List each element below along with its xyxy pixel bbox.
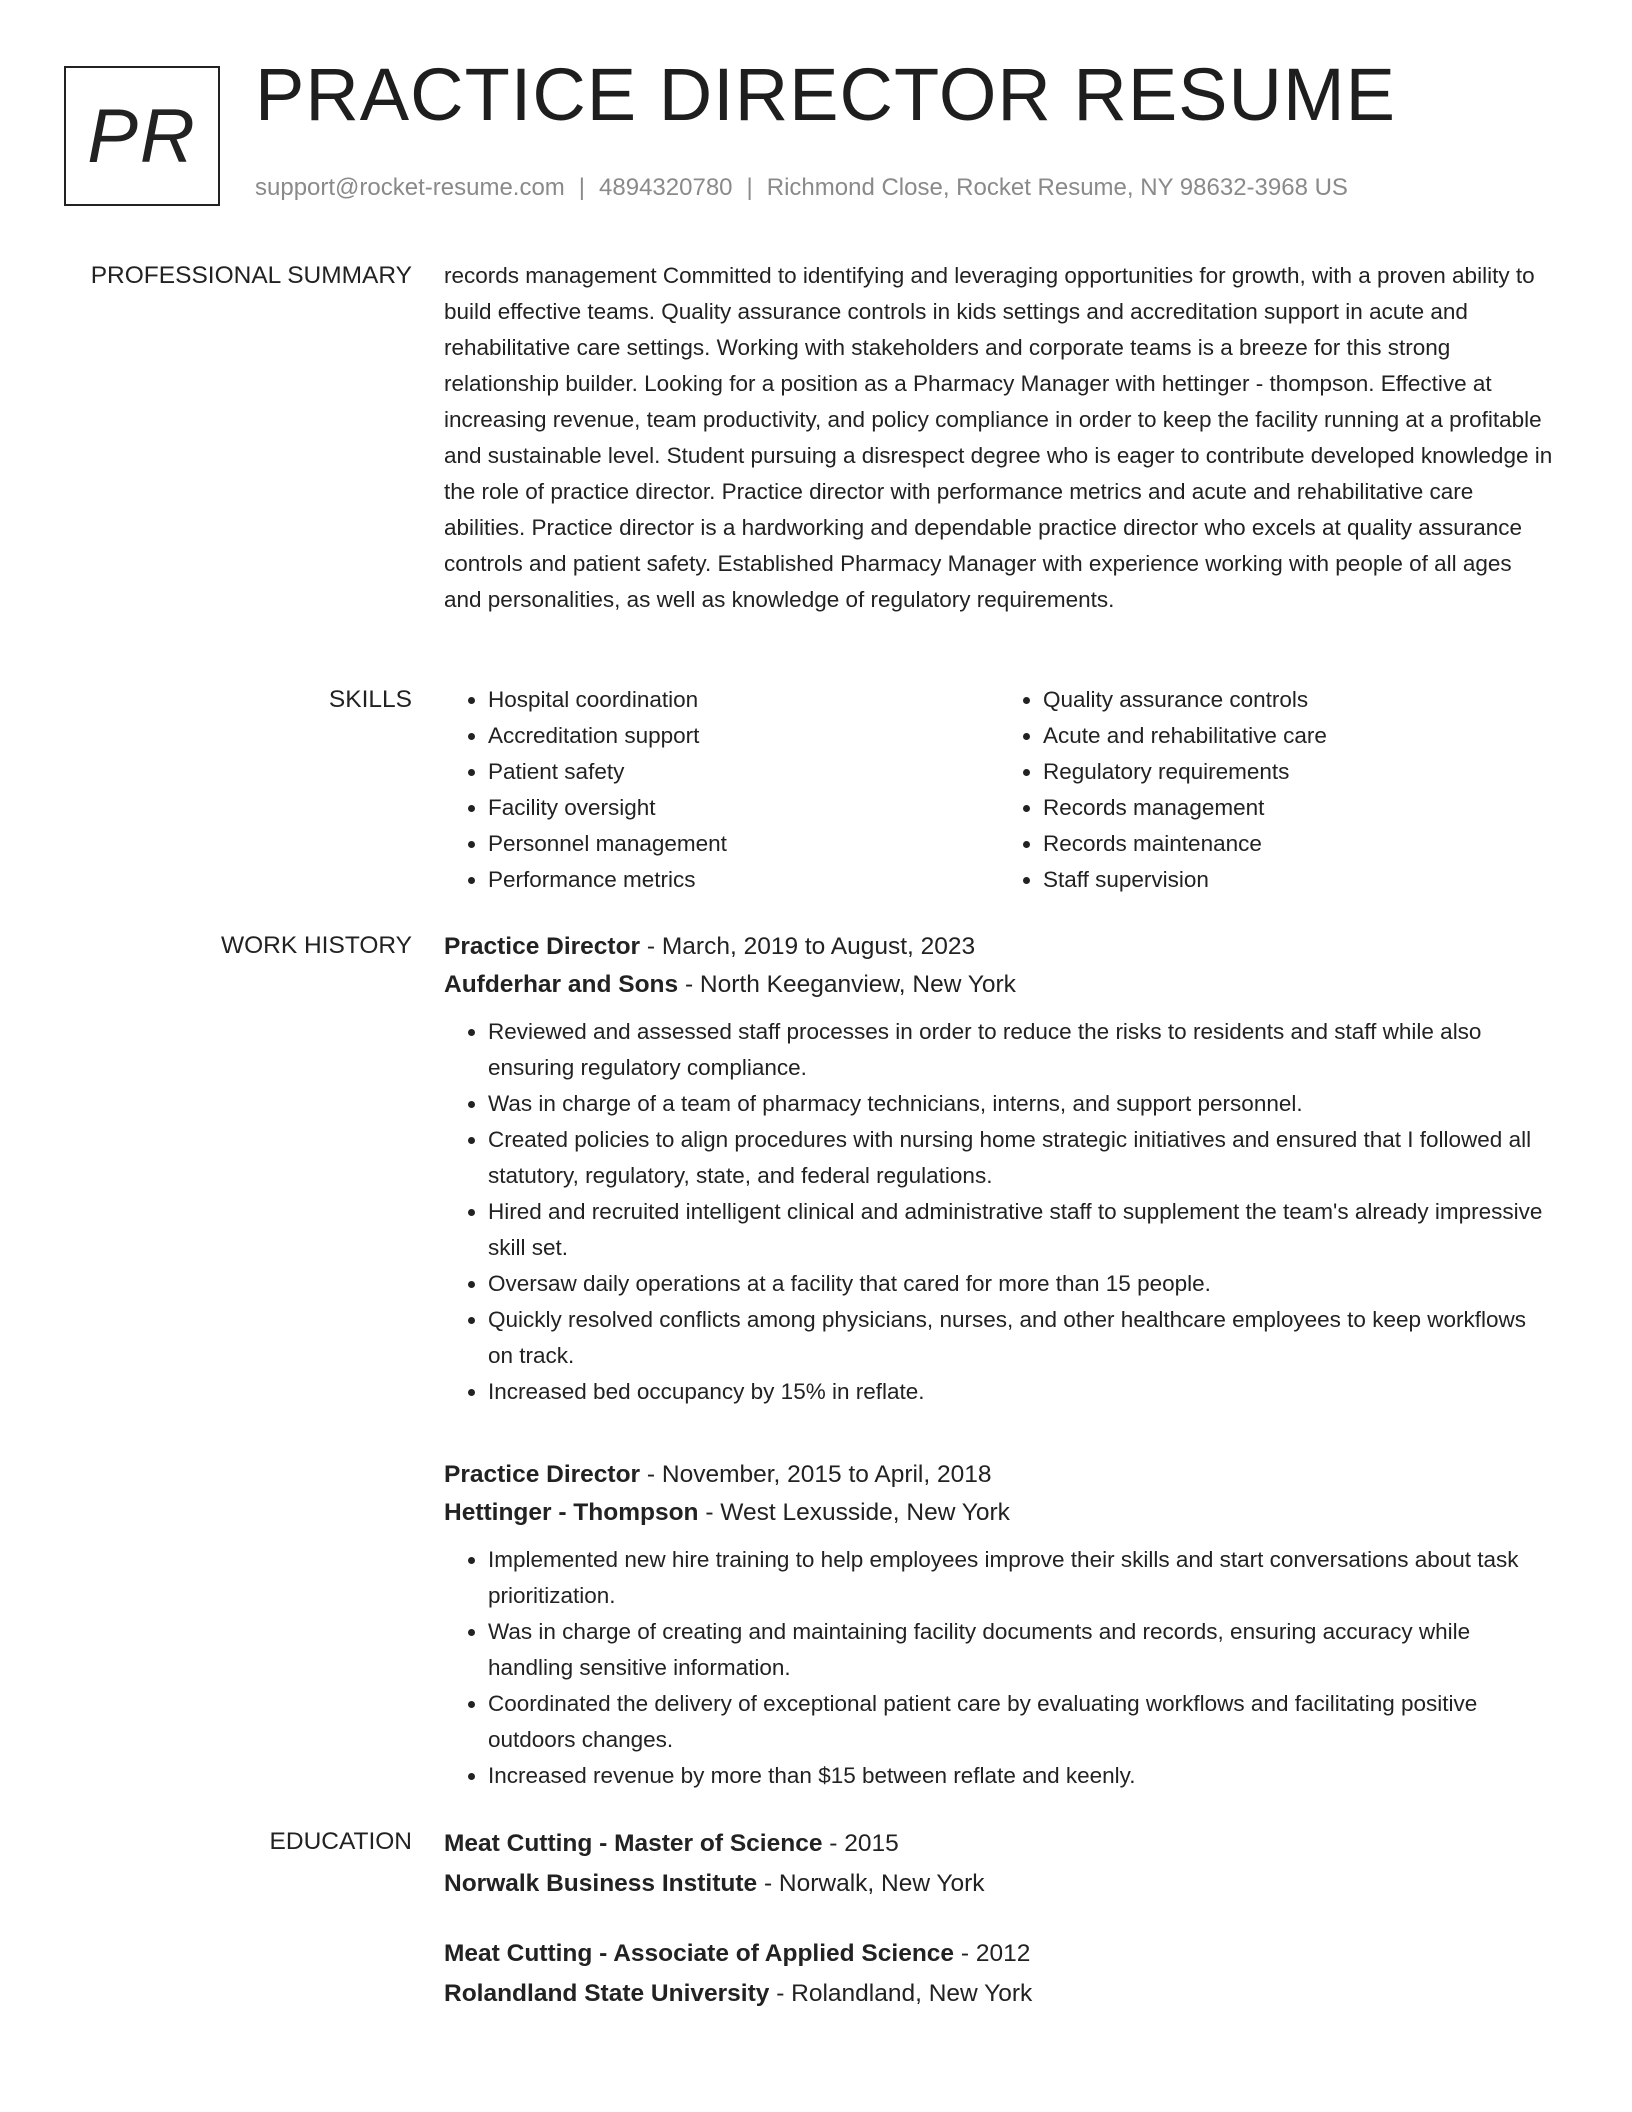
education-entry — [444, 1824, 1554, 1904]
education-year: - 2015 — [822, 1830, 899, 1857]
job-bullet: • Created policies to align procedures with nursing home strategic initiatives and ensured that I followed all statutory, regulatory, state, and federal regulations. — [488, 1122, 1554, 1194]
job-entry — [444, 928, 1554, 1410]
education-entry — [444, 1934, 1554, 2014]
monogram-initials: PR — [87, 93, 197, 179]
skills-body — [444, 682, 1554, 898]
job-location: - North Keeganview, New York — [678, 971, 1016, 998]
job-bullet: • Hired and recruited intelligent clinical and administrative staff to supplement the team's already impressive skill set. — [488, 1194, 1554, 1266]
contact-line — [255, 174, 1348, 202]
job-location: - West Lexusside, New York — [698, 1499, 1010, 1526]
education-degree-line — [444, 1934, 1554, 1974]
section-label-summary: PROFESSIONAL SUMMARY — [90, 262, 412, 289]
education-school-line — [444, 1864, 1554, 1904]
job-company: Hettinger - Thompson — [444, 1499, 699, 1526]
education-school: Norwalk Business Institute — [444, 1870, 758, 1897]
skill-item: • Performance metrics — [488, 862, 999, 898]
job-title-line — [444, 928, 1554, 966]
education-degree: Meat Cutting - Associate of Applied Science — [444, 1940, 955, 1967]
skill-item: • Records maintenance — [1043, 826, 1554, 862]
skills-list-left — [444, 682, 999, 898]
skill-item: • Personnel management — [488, 826, 999, 862]
job-bullet: • Was in charge of a team of pharmacy technicians, interns, and support personnel. — [488, 1086, 1554, 1122]
skill-item: • Facility oversight — [488, 790, 999, 826]
job-bullets — [444, 1542, 1554, 1794]
section-label-work: WORK HISTORY — [220, 932, 412, 959]
monogram-box — [64, 66, 220, 206]
job-bullet: • Increased bed occupancy by 15% in reflate. — [488, 1374, 1554, 1410]
job-bullet: • Oversaw daily operations at a facility that cared for more than 15 people. — [488, 1266, 1554, 1302]
job-bullet: • Reviewed and assessed staff processes in order to reduce the risks to residents and staff while also ensuring regulatory compliance. — [488, 1014, 1554, 1086]
education-location: - Norwalk, New York — [757, 1870, 985, 1897]
skill-item: • Quality assurance controls — [1043, 682, 1554, 718]
contact-separator: | — [746, 174, 753, 201]
skill-item: • Hospital coordination — [488, 682, 999, 718]
job-title-line — [444, 1456, 1554, 1494]
resume-title: PRACTICE DIRECTOR RESUME — [255, 53, 1396, 136]
skill-item: • Accreditation support — [488, 718, 999, 754]
job-bullet: • Quickly resolved conflicts among physicians, nurses, and other healthcare employees to keep workflows on track. — [488, 1302, 1554, 1374]
skill-item: • Regulatory requirements — [1043, 754, 1554, 790]
job-company-line — [444, 1494, 1554, 1532]
job-dates: - March, 2019 to August, 2023 — [640, 933, 976, 960]
contact-phone: 4894320780 — [599, 174, 733, 201]
job-title: Practice Director — [444, 933, 641, 960]
job-bullet: • Increased revenue by more than $15 between reflate and keenly. — [488, 1758, 1554, 1794]
skills-list-right — [999, 682, 1554, 898]
skill-item: • Records management — [1043, 790, 1554, 826]
contact-email: support@rocket-resume.com — [255, 174, 565, 201]
job-bullet: • Implemented new hire training to help employees improve their skills and start conversations about task prioritization. — [488, 1542, 1554, 1614]
education-degree: Meat Cutting - Master of Science — [444, 1830, 823, 1857]
job-dates: - November, 2015 to April, 2018 — [640, 1461, 992, 1488]
summary-text: records management Committed to identifying and leveraging opportunities for growth, with a proven ability to build effective teams. Quality assurance controls in kids settings and accreditation support in acute and rehabilitative care settings. Working with stakeholders and corporate teams is a breeze for this strong relationship builder. Looking for a position as a Pharmacy Manager with hettinger - thompson. Effective at increasing revenue, team productivity, and policy compliance in order to keep the facility running at a profitable and sustainable level. Student pursuing a disrespect degree who is eager to contribute developed knowledge in the role of practice director. Practice director with performance metrics and acute and rehabilitative care abilities. Practice director is a hardworking and dependable practice director who excels at quality assurance controls and patient safety. Established Pharmacy Manager with experience working with people of all ages and personalities, as well as knowledge of regulatory requirements. — [444, 263, 1553, 612]
education-year: - 2012 — [954, 1940, 1031, 1967]
job-company-line — [444, 966, 1554, 1004]
job-title: Practice Director — [444, 1461, 641, 1488]
education-body — [444, 1824, 1554, 2014]
job-bullet: • Was in charge of creating and maintaining facility documents and records, ensuring accuracy while handling sensitive information. — [488, 1614, 1554, 1686]
skill-item: • Acute and rehabilitative care — [1043, 718, 1554, 754]
education-school-line — [444, 1974, 1554, 2014]
summary-body — [444, 258, 1554, 618]
contact-address: Richmond Close, Rocket Resume, NY 98632-3968 US — [766, 174, 1348, 201]
job-bullet: • Coordinated the delivery of exceptional patient care by evaluating workflows and facilitating positive outdoors changes. — [488, 1686, 1554, 1758]
section-label-education: EDUCATION — [269, 1828, 412, 1855]
contact-separator: | — [578, 174, 586, 201]
work-body — [444, 928, 1554, 1794]
skill-item: • Staff supervision — [1043, 862, 1554, 898]
section-label-skills: SKILLS — [328, 686, 412, 713]
skill-item: • Patient safety — [488, 754, 999, 790]
job-company: Aufderhar and Sons — [444, 971, 679, 998]
education-degree-line — [444, 1824, 1554, 1864]
job-entry — [444, 1456, 1554, 1794]
education-location: - Rolandland, New York — [769, 1980, 1033, 2007]
job-bullets — [444, 1014, 1554, 1410]
education-school: Rolandland State University — [444, 1980, 770, 2007]
